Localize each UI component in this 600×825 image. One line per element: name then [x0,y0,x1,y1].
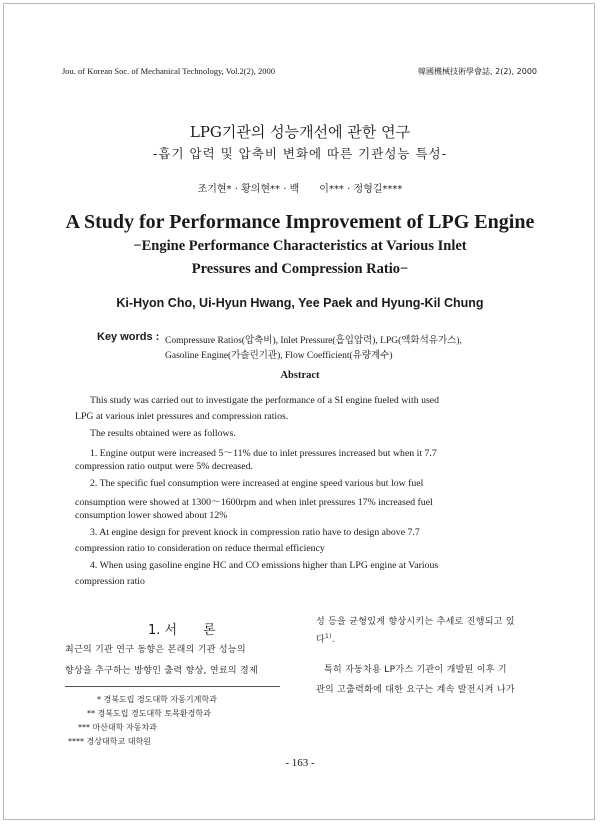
english-subtitle-line-1: −Engine Performance Characteristics at Various Inlet [133,238,467,254]
body-line-right: 관의 고출력화에 대한 요구는 계속 발전시켜 나가 [316,685,515,695]
abstract-line: LPG at various inlet pressures and compression ratios. [75,411,289,422]
korean-subtitle: -흡기 압력 및 압축비 변화에 따른 기관성능 특성- [152,146,448,161]
english-authors: Ki-Hyon Cho, Ui-Hyun Hwang, Yee Paek and Hyung-Kil Chung [116,296,484,310]
korean-authors: 조기현* · 황의현** · 백 이*** · 정형길**** [197,184,403,195]
journal-citation: Jou. of Korean Soc. of Mechanical Technology, Vol.2(2), 2000 [62,66,275,76]
body-line-right: 성 등을 균형있게 향상시키는 추세로 진행되고 있 [316,617,515,627]
journal-citation-korean: 韓國機械技術學會誌, 2(2), 2000 [418,67,537,76]
abstract-line: 4. When using gasoline engine HC and CO emissions higher than LPG engine at Various [90,560,439,571]
abstract-line: This study was carried out to investigate the performance of a SI engine fueled with used [90,395,440,406]
section-heading-introduction: 1. 서 론 [148,623,216,638]
abstract-line: compression ratio to consideration on reduce thermal efficiency [75,543,325,554]
abstract-line: compression ratio output were 5% decreased. [75,461,253,472]
keywords-line-2: Gasoline Engine(가솔린기관), Flow Coefficient(유량계수) [165,351,393,361]
text-fragment: 다 [316,635,325,645]
body-line-left: 향상을 추구하는 방향인 출력 향상, 연료의 경제 [65,666,259,676]
keywords-label: Key words : [97,331,160,343]
abstract-line: 3. At engine design for prevent knock in compression ratio have to design above 7.7 [90,527,420,538]
english-subtitle-line-2: Pressures and Compression Ratio− [191,261,409,277]
abstract-heading: Abstract [280,370,320,381]
footnote-divider [65,686,280,687]
affiliation-footnote: * 경북도립 경도대학 자동기계학과 [97,695,217,704]
abstract-line: compression ratio [75,576,145,587]
citation-marker: 1) [325,633,332,640]
abstract-line: consumption were showed at 1300～1600rpm and when inlet pressures 17% increased fuel [75,497,433,508]
abstract-line: 2. The specific fuel consumption were increased at engine speed various but low fuel [90,478,424,489]
abstract-line: 1. Engine output were increased 5～11% due to inlet pressures increased but when it 7.7 [90,448,437,459]
affiliation-footnote: ** 경북도립 경도대학 토목환경학과 [87,709,211,718]
abstract-line: The results obtained were as follows. [90,428,236,439]
english-title: A Study for Performance Improvement of LPG Engine [65,211,535,233]
body-line-right: 특히 자동차용 LP가스 기관이 개발된 이후 기 [324,665,507,675]
keywords-line-1: Compressure Ratios(압축비), Inlet Pressure(흡입압력), LPG(액화석유가스), [165,336,462,346]
body-line-right [316,632,335,645]
page-number: - 163 - [285,757,315,769]
abstract-line: consumption lower showed about 12% [75,510,228,521]
korean-title: LPG기관의 성능개선에 관한 연구 [189,123,411,141]
affiliation-footnote: **** 경상대학교 대학원 [68,737,151,746]
text-fragment: . [331,635,335,645]
affiliation-footnote: *** 마산대학 자동차과 [78,723,157,732]
body-line-left: 최근의 기관 연구 동향은 본래의 기관 성능의 [65,645,246,655]
